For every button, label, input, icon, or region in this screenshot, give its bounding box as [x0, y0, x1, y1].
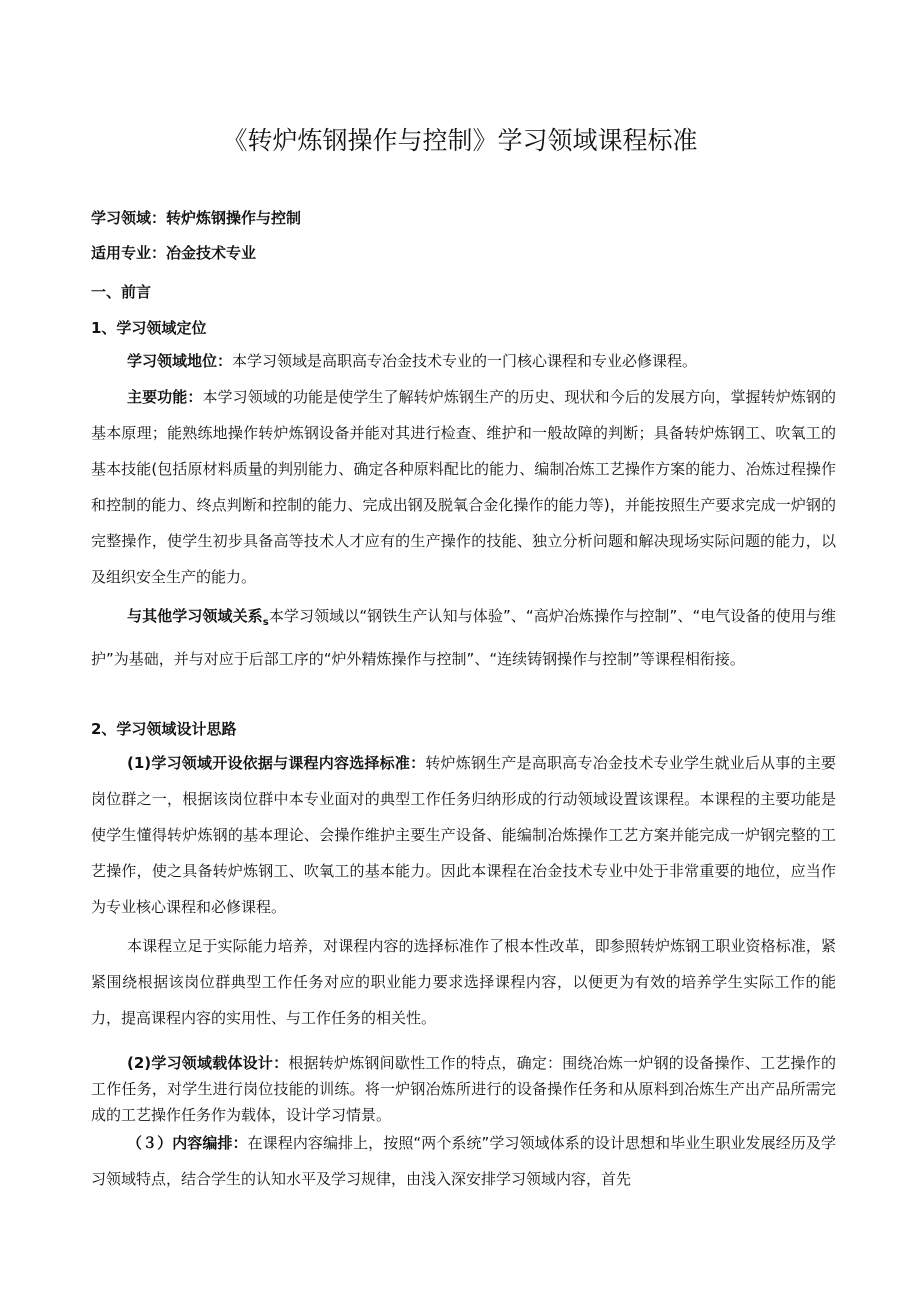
arrangement-text: 在课程内容编排上，按照“两个系统”学习领域体系的设计思想和毕业生职业发展经历及学习领域特点，结合学生的认知水平及学习规律，由浅入深安排学习领域内容，首先	[91, 1134, 836, 1188]
function-paragraph	[91, 379, 836, 595]
carrier-text: 根据转炉炼钢间歇性工作的特点，确定：围绕冶炼一炉钢的设备操作、工艺操作的工作任务，对学生进行岗位技能的训练。将一炉钢冶炼所进行的设备操作任务和从原料到冶炼生产出产品所需完成的工艺操作任务作为载体，设计学习情景。	[91, 1054, 836, 1124]
major-line	[91, 242, 841, 263]
function-label: 主要功能：	[127, 388, 203, 406]
arrangement-label: （３）内容编排：	[127, 1134, 248, 1152]
page-title: 《转炉炼钢操作与控制》学习领域课程标准	[222, 125, 698, 155]
domain-line	[91, 207, 841, 228]
domain-value: 转炉炼钢操作与控制	[166, 209, 302, 227]
reform-text: 本课程立足于实际能力培养，对课程内容的选择标准作了根本性改革，即参照转炉炼钢工职业资格标准，紧紧围绕根据该岗位群典型工作任务对应的职业能力要求选择课程内容，以便更为有效的培养学生实际工作的能力，提高课程内容的实用性、与工作任务的相关性。	[91, 937, 836, 1027]
reform-paragraph	[91, 928, 836, 1036]
status-label: 学习领域地位：	[127, 352, 233, 370]
section-positioning: 1、学习领域定位	[91, 319, 207, 337]
function-text: 本学习领域的功能是使学生了解转炉炼钢生产的历史、现状和今后的发展方向，掌握转炉炼钢的基本原理；能熟练地操作转炉炼钢设备并能对其进行检查、维护和一般故障的判断；具备转炉炼钢工、吹氧工的基本技能(包括原材料质量的判别能力、确定各种原料配比的能力、编制冶炼工艺操作方案的能力、冶炼过程操作和控制的能力、终点判断和控制的能力、完成出钢及脱氧合金化操作的能力等)，并能按照生产要求完成一炉钢的完整操作，使学生初步具备高等技术人才应有的生产操作的技能、独立分析问题和解决现场实际问题的能力，以及组织安全生产的能力。	[91, 388, 836, 586]
basis-label: (1)学习领域开设依据与课程内容选择标准：	[127, 754, 426, 772]
relation-label: 与其他学习领域关系	[127, 607, 263, 625]
section-foreword: 一、前言	[91, 283, 152, 301]
major-label: 适用专业：	[91, 244, 167, 262]
domain-label: 学习领域：	[91, 209, 167, 227]
status-text: 本学习领域是高职高专冶金技术专业的一门核心课程和专业必修课程。	[232, 352, 698, 370]
relation-paragraph	[91, 598, 836, 677]
basis-text: 转炉炼钢生产是高职高专冶金技术专业学生就业后从事的主要岗位群之一，根据该岗位群中本专业面对的典型工作任务归纳形成的行动领域设置该课程。本课程的主要功能是使学生懂得转炉炼钢的基本理论、会操作维护主要生产设备、能编制冶炼操作工艺方案并能完成一炉钢完整的工艺操作，使之具备转炉炼钢工、吹氧工的基本能力。因此本课程在冶金技术专业中处于非常重要的地位，应当作为专业核心课程和必修课程。	[91, 754, 836, 916]
section-design: 2、学习领域设计思路	[91, 720, 237, 738]
arrangement-paragraph	[91, 1125, 836, 1197]
carrier-label: (2)学习领域载体设计：	[127, 1054, 289, 1072]
relation-mark: s	[262, 617, 269, 628]
basis-paragraph	[91, 745, 836, 925]
major-value: 冶金技术专业	[166, 244, 257, 262]
carrier-paragraph	[91, 1050, 836, 1128]
relation-text: 本学习领域以“钢铁生产认知与体验”、“高炉冶炼操作与控制”、“电气设备的使用与维护”为基础，并与对应于后部工序的“炉外精炼操作与控制”、“连续铸钢操作与控制”等课程相衔接。	[91, 607, 836, 668]
status-paragraph	[91, 343, 836, 379]
